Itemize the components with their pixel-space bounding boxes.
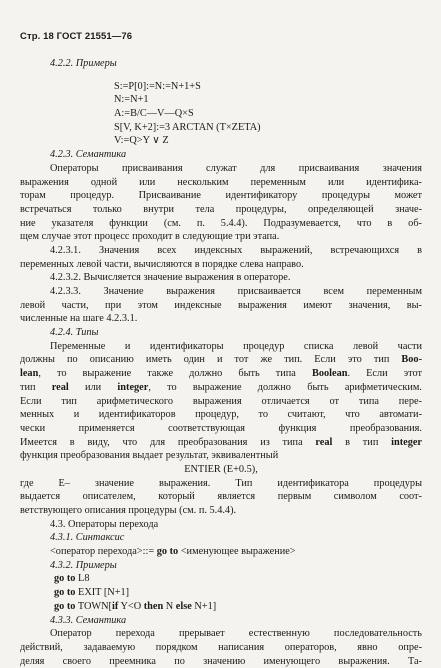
page-header: Стр. 18 ГОСТ 21551—76	[20, 31, 133, 42]
spacer	[20, 71, 422, 80]
text-line: где E– значение выражения. Тип идентификатора процедуры	[20, 477, 422, 489]
text-line: go to EXIT [N+1]	[54, 587, 130, 599]
text-line: 4.3.1. Синтаксис	[50, 532, 125, 544]
text-line: Переменные и идентификаторы процедур списка левой части	[50, 340, 422, 352]
text-line: 4.2.4. Типы	[50, 327, 99, 339]
text-line: Имеется в виду, что для преобразования из типа real в тип integer	[20, 436, 422, 448]
text-line: 4.2.3.2. Вычисляется значение выражения в операторе.	[50, 272, 291, 284]
text-line: go to TOWN[if Y<O then N else N+1]	[54, 600, 217, 612]
text-line: 4.3. Операторы перехода	[50, 518, 159, 530]
text-line: ENTIER (E+0.5),	[184, 463, 258, 475]
text-line: ветствующего описания процедуры (см. п. 5.4.4).	[20, 505, 237, 516]
text-line: действий, задаваемую порядком написания операторов, явно опре-	[20, 641, 422, 653]
text-line: 4.2.3.3. Значение выражения присваивается всем переменным	[50, 286, 422, 297]
text-line: менных и идентификаторов процедур, то считают, что автомати-	[20, 409, 422, 421]
text-line: go to L8	[54, 573, 90, 585]
text-line: 4.2.3.1. Значения всех индексных выражений, встречающихся в	[50, 244, 422, 256]
text-line: Оператор перехода прерывает естественную последовательность	[50, 628, 422, 640]
text-line: щем случае этот процесс проходит в следующие три этапа.	[20, 231, 280, 243]
text-line: Если тип арифметического выражения отличается от типа пере-	[20, 395, 422, 407]
text-line: чески применяется соответствующая функция преобразования.	[20, 422, 422, 434]
text-line: Операторы присваивания служат для присваивания значения	[50, 162, 422, 174]
text-line: S[V, K+2]:=3 ARCTAN (T×ZETA)	[114, 121, 261, 133]
text-line: <оператор перехода>::= go to <именующее выражение>	[50, 546, 296, 558]
text-line: lean, то выражение также должно быть типа Boolean. Если этот	[20, 368, 422, 380]
text-line: V:=Q>Y ∨ Z	[114, 135, 169, 147]
text-line: функция преобразования выдает результат, эквивалентный	[20, 450, 279, 462]
text-line: A:=B/C—V—Q×S	[114, 108, 194, 120]
text-line: должны по описанию иметь один и тот же тип. Если это тип Boo-	[20, 354, 422, 366]
text-line: 4.2.3. Семантика	[50, 149, 127, 161]
text-line: 4.2.2. Примеры	[50, 58, 117, 69]
text-line: 4.3.3. Семантика	[50, 614, 127, 626]
text-line: S:=P[0]:=N:=N+1+S	[114, 80, 201, 92]
text-line: ние указателя функции (см. п. 5.4.4). Подразумевается, что в об-	[20, 217, 422, 229]
text-line: левой части, при этом индексные выражения имеют значения, вы-	[20, 299, 422, 311]
text-line: выдается описателем, который является первым символом соот-	[20, 491, 422, 503]
text-line: численные на шаге 4.2.3.1.	[20, 313, 138, 325]
text-line: тип real или integer, то выражение должно быть арифметическим.	[20, 381, 422, 393]
text-line: 4.3.2. Примеры	[50, 559, 117, 571]
text-line: встречаться только внутри тела процедуры, определяющей значе-	[20, 203, 422, 215]
document-body	[20, 57, 422, 668]
text-line: торам процедур. Присваивание идентификатору процедуры может	[20, 190, 422, 202]
text-line: выражения одной или нескольким переменным или идентифика-	[20, 176, 422, 188]
text-line: переменных левой части, вычисляются в порядке слева направо.	[20, 258, 304, 270]
text-line: деляя своего преемника по значению именующего выражения. Та-	[20, 655, 422, 667]
text-line: N:=N+1	[114, 94, 149, 106]
